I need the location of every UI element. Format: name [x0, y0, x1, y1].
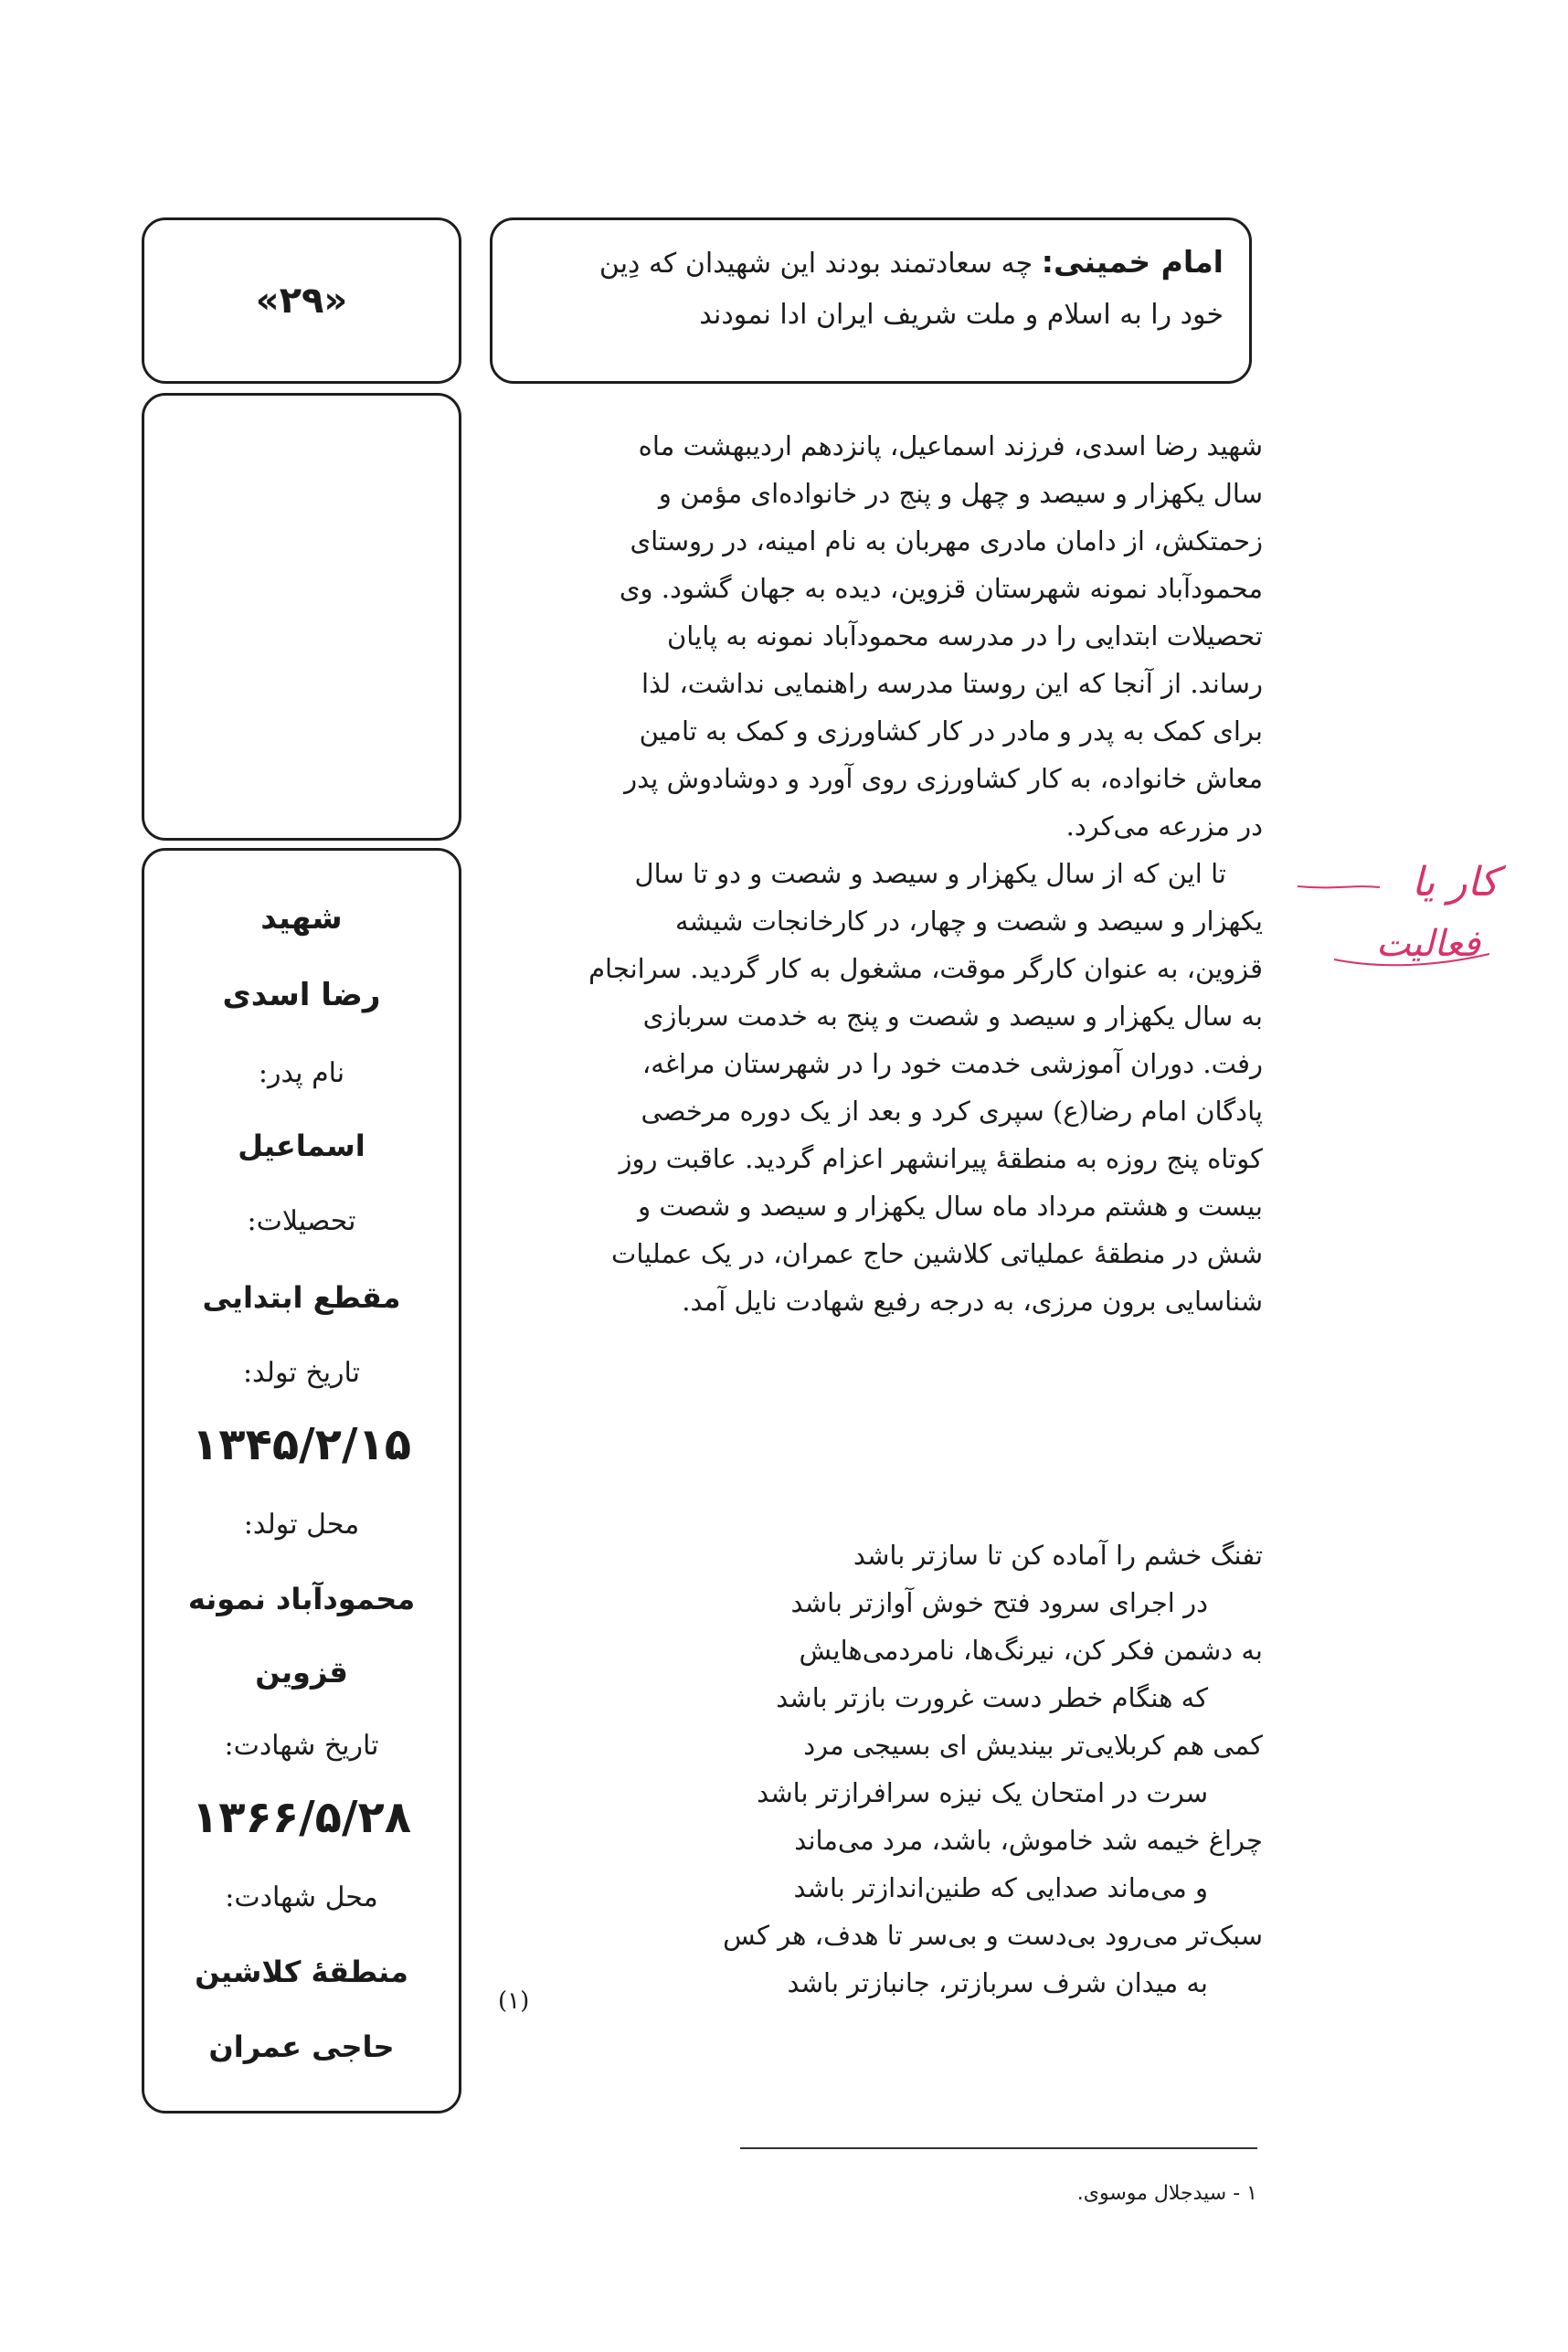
- poem-line: به میدان شرف سربازتر، جانبازتر باشد: [787, 1967, 1208, 1998]
- bio-line: سال یکهزار و سیصد و چهل و پنج در خانواده‌ای مؤمن و: [658, 478, 1263, 509]
- quote-line-2: خود را به اسلام و ملت شریف ایران ادا نمودند: [699, 299, 1224, 331]
- birth-place-label: محل تولد:: [243, 1509, 360, 1541]
- quote-line-1: [518, 237, 1224, 290]
- bio-line: رساند. از آنجا که این روستا مدرسه راهنمایی نداشت، لذا: [641, 668, 1263, 699]
- handwritten-note: [1298, 859, 1517, 1023]
- birth-date-label: تاریخ تولد:: [242, 1357, 361, 1389]
- bio-line: رفت. دوران آموزشی خدمت خود را در شهرستان مراغه،: [641, 1048, 1263, 1079]
- bio-line: معاش خانواده، به کار کشاورزی روی آورد و دوشادوش پدر: [624, 763, 1263, 794]
- education-label: تحصیلات:: [247, 1205, 356, 1237]
- quote-label: امام خمینی:: [1041, 244, 1224, 280]
- page-number: «۲۹»: [255, 280, 348, 322]
- martyrdom-place-label: محل شهادت:: [225, 1881, 378, 1913]
- poem-line: سرت در امتحان یک نیزه سرافرازتر باشد: [757, 1777, 1208, 1808]
- bio-line: در مزرعه می‌کرد.: [1065, 810, 1263, 842]
- bio-line: قزوین، به عنوان کارگر موقت، مشغول به کار گردید. سرانجام: [588, 953, 1263, 984]
- bio-line: برای کمک به پدر و مادر در کار کشاورزی و کمک به تامین: [639, 715, 1263, 747]
- profile-box: [142, 848, 461, 2114]
- bio-line: شناسایی برون مرزی، به درجه رفیع شهادت نایل آمد.: [682, 1286, 1263, 1317]
- father-name: اسماعیل: [238, 1128, 366, 1163]
- poem-footnote-mark: (۱): [498, 1987, 530, 2015]
- birth-date-value: ۱۳۴۵/۲/۱۵: [191, 1419, 412, 1470]
- bio-line: زحمتکش، از دامان مادری مهربان به نام امینه، در روستای: [630, 525, 1263, 556]
- birth-place-line-1: محمودآباد نمونه: [187, 1582, 416, 1616]
- birth-place-line-2: قزوین: [255, 1655, 348, 1690]
- poem-line: چراغ خیمه شد خاموش، باشد، مرد می‌ماند: [794, 1825, 1263, 1856]
- poem-line: در اجرای سرود فتح خوش آوازتر باشد: [790, 1587, 1208, 1618]
- poem-line: سبک‌تر می‌رود بی‌دست و بی‌سر تا هدف، هر کس: [723, 1920, 1263, 1951]
- bio-line: تحصیلات ابتدایی را در مدرسه محمودآباد نمونه به پایان: [667, 620, 1263, 652]
- bio-line: بیست و هشتم مرداد ماه سال یکهزار و سیصد و شصت و: [638, 1191, 1263, 1222]
- poem-line: تفنگ خشم را آماده کن تا سازتر باشد: [853, 1540, 1263, 1571]
- footnote: ۱ - سیدجلال موسوی.: [1076, 2182, 1257, 2205]
- footnote-divider: [740, 2147, 1257, 2149]
- martyrdom-place-line-2: حاجی عمران: [208, 2029, 395, 2064]
- poem-line: و می‌ماند صدایی که طنین‌اندازتر باشد: [793, 1872, 1208, 1903]
- handwritten-line-2: فعالیت: [1375, 923, 1480, 965]
- bio-line: پادگان امام رضا(ع) سپری کرد و بعد از یک دوره مرخصی: [641, 1096, 1263, 1127]
- bio-line: شهید رضا اسدی، فرزند اسماعیل، پانزدهم اردیبهشت ماه: [638, 430, 1263, 461]
- quote-text-1: چه سعادتمند بودند این شهیدان که دِین: [599, 248, 1033, 280]
- handwritten-line-1: کار یا: [1411, 859, 1499, 906]
- profile-heading: شهید: [260, 900, 343, 937]
- bio-line: به سال یکهزار و سیصد و شصت و پنج به خدمت سربازی: [642, 1001, 1263, 1032]
- martyrdom-place-line-1: منطقهٔ کلاشین: [195, 1955, 408, 1989]
- bio-line: تا این که از سال یکهزار و سیصد و شصت و دو تا سال: [634, 858, 1226, 889]
- profile-name: رضا اسدی: [222, 977, 381, 1013]
- martyrdom-date-label: تاریخ شهادت:: [224, 1730, 379, 1762]
- bio-line: شش در منطقهٔ عملیاتی کلاشین حاج عمران، در یک عملیات: [611, 1238, 1263, 1269]
- quote-box: [490, 217, 1252, 384]
- bio-line: محمودآباد نمونه شهرستان قزوین، دیده به جهان گشود. وی: [619, 573, 1263, 604]
- poem-line: کمی هم کربلایی‌تر بیندیش ای بسیجی مرد: [803, 1730, 1263, 1761]
- poem-line: که هنگام خطر دست غرورت بازتر باشد: [776, 1682, 1208, 1713]
- photo-frame: [142, 393, 461, 841]
- martyrdom-date-value: ۱۳۶۶/۵/۲۸: [191, 1792, 412, 1843]
- education-value: مقطع ابتدایی: [202, 1280, 401, 1315]
- bio-line: کوتاه پنج روزه به منطقهٔ پیرانشهر اعزام گردید. عاقبت روز: [619, 1143, 1263, 1174]
- poem-line: به دشمن فکر کن، نیرنگ‌ها، نامردمی‌هایش: [799, 1635, 1263, 1666]
- page-number-box: [142, 217, 461, 384]
- bio-line: یکهزار و سیصد و شصت و چهار، در کارخانجات شیشه: [674, 906, 1263, 937]
- father-label: نام پدر:: [258, 1057, 345, 1089]
